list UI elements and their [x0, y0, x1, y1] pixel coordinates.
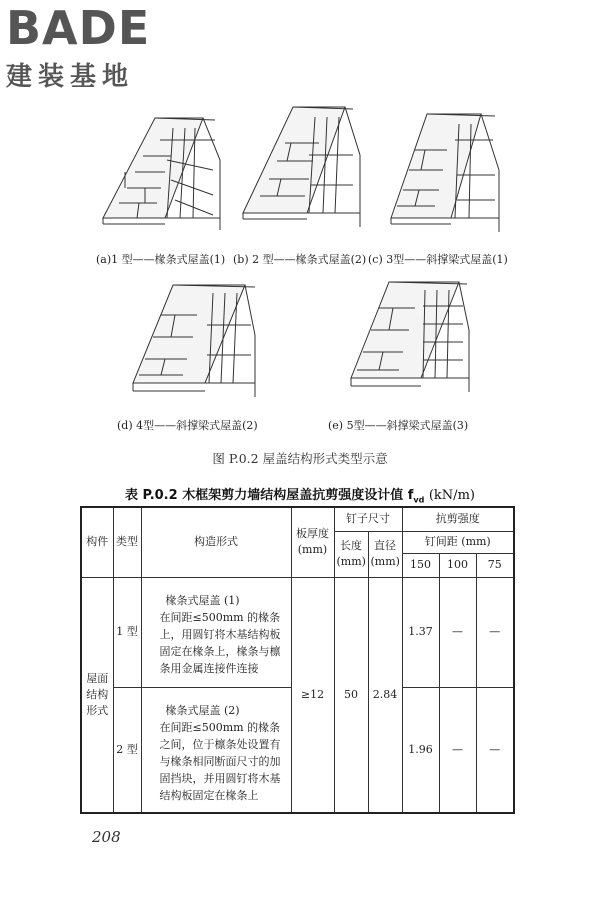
table-title-text: 表 P.0.2 木框架剪力墙结构屋盖抗剪强度设计值 f	[125, 488, 414, 503]
header-spacing-150: 150	[402, 553, 439, 577]
row1-value-75: —	[476, 577, 514, 687]
row-description-2	[141, 687, 291, 813]
logo-subtitle: 建装基地	[6, 62, 135, 92]
length-value: 50	[334, 577, 368, 813]
row1-value-100: —	[439, 577, 476, 687]
figure-caption-a: (a)1 型——椽条式屋盖(1)	[96, 253, 226, 266]
row-title-1: 椽条式屋盖 (1)	[165, 593, 240, 607]
figure-caption-d: (d) 4型——斜撑梁式屋盖(2)	[117, 419, 258, 432]
figure-caption-e: (e) 5型——斜撑梁式屋盖(3)	[328, 419, 469, 432]
roof-diagram-e	[345, 270, 475, 400]
table-row	[81, 577, 514, 687]
thickness-value: ≥12	[291, 577, 334, 813]
figure-caption-b: (b) 2 型——椽条式屋盖(2)	[233, 253, 367, 266]
roof-diagram-b	[235, 95, 365, 235]
row-type-2: 2 型	[113, 687, 141, 813]
header-spacing-75: 75	[476, 553, 514, 577]
row2-value-75: —	[476, 687, 514, 813]
row-title-2: 椽条式屋盖 (2)	[165, 703, 240, 717]
header-nail-spacing: 钉间距 (mm)	[402, 531, 514, 553]
diameter-value: 2.84	[368, 577, 402, 813]
row-body-1: 在间距≤500mm 的椽条上，用圆钉将木基结构板固定在椽条上，椽条与檩条用金属连接件连接	[159, 610, 281, 675]
header-type: 类型	[113, 507, 141, 577]
figure-title: 图 P.0.2 屋盖结构形式类型示意	[212, 451, 388, 466]
header-spacing-100: 100	[439, 553, 476, 577]
row2-value-100: —	[439, 687, 476, 813]
roof-diagram-c	[385, 100, 505, 240]
row2-value-150: 1.96	[402, 687, 439, 813]
row-description-1	[141, 577, 291, 687]
roof-diagram-a	[95, 100, 225, 240]
row-type-1: 1 型	[113, 577, 141, 687]
roof-diagram-d	[125, 275, 265, 405]
table-title	[0, 484, 600, 505]
header-component: 构件	[81, 507, 113, 577]
figure-caption-c: (c) 3型——斜撑梁式屋盖(1)	[368, 253, 508, 266]
group-label: 屋面结构形式	[81, 577, 113, 813]
page-number: 208	[92, 828, 121, 846]
table-title-unit: (kN/m)	[428, 488, 475, 503]
header-diameter: 直径(mm)	[368, 531, 402, 577]
shear-strength-table	[80, 506, 515, 814]
logo-wordmark: BADE	[6, 1, 151, 55]
header-thickness: 板厚度(mm)	[291, 507, 334, 577]
header-shear-strength: 抗剪强度	[402, 507, 514, 531]
header-construction: 构造形式	[141, 507, 291, 577]
header-length: 长度(mm)	[334, 531, 368, 577]
row-body-2: 在间距≤500mm 的椽条之间，位于檩条处设置有与椽条相同断面尺寸的加固挡块，并用圆钉将木基结构板固定在椽条上	[159, 720, 281, 802]
table-title-subscript: vd	[413, 495, 425, 505]
brand-logo	[6, 1, 151, 93]
header-nail-size: 钉子尺寸	[334, 507, 402, 531]
row1-value-150: 1.37	[402, 577, 439, 687]
